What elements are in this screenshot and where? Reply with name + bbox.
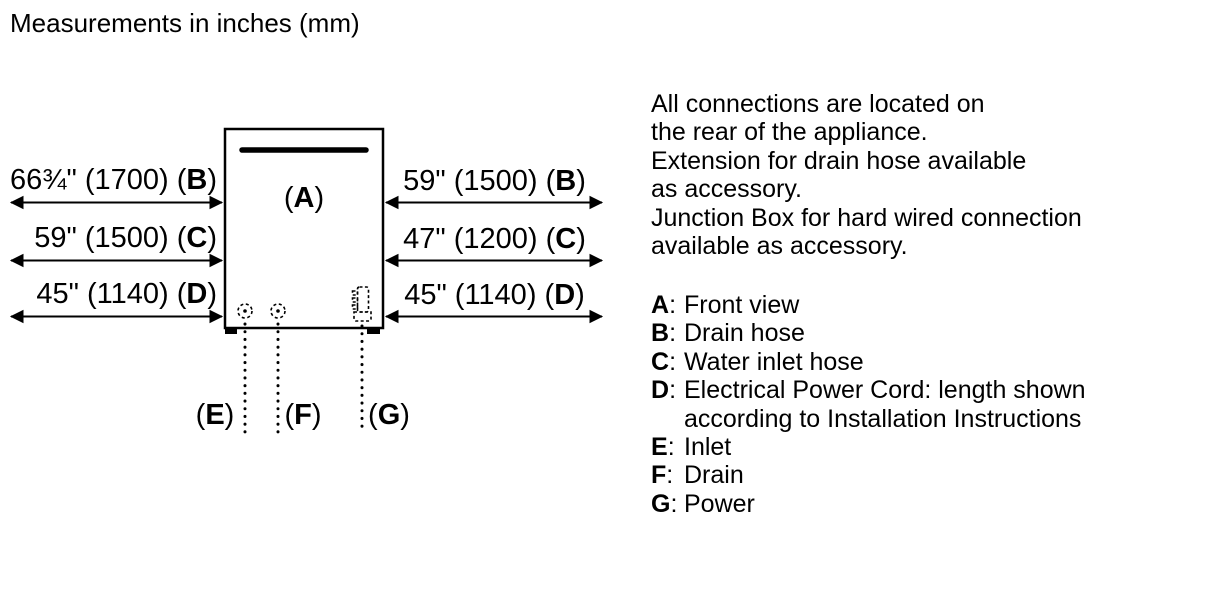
inlet-connection-center-dot xyxy=(243,309,247,313)
note-line: the rear of the appliance. xyxy=(651,118,928,147)
note-line: All connections are located on xyxy=(651,90,985,118)
dimension-suffix: ) xyxy=(575,279,585,311)
appliance-foot-left xyxy=(225,329,237,334)
legend-item-f xyxy=(651,461,1196,489)
legend-letter xyxy=(651,376,684,404)
dimension-suffix: ) xyxy=(576,223,586,255)
connection-notes xyxy=(651,90,1191,260)
note-line: Junction Box for hard wired connection xyxy=(651,203,1082,232)
legend-separator: : xyxy=(669,319,677,348)
legend-letter xyxy=(651,348,684,376)
legend-description: Drain xyxy=(684,461,744,490)
drain-callout xyxy=(280,400,326,430)
callout-paren: ( xyxy=(368,399,378,431)
dimension-value: 59" (1500) ( xyxy=(403,165,556,197)
legend-item-g xyxy=(651,490,1196,518)
legend-item-e xyxy=(651,433,1196,461)
callout-letter: G xyxy=(377,399,401,431)
legend-item-a xyxy=(651,291,1196,319)
legend xyxy=(651,291,1196,518)
legend-description: Front view xyxy=(684,291,800,319)
page-title: Measurements in inches (mm) xyxy=(10,8,360,38)
dimension-suffix: ) xyxy=(207,278,217,310)
callout-paren: ) xyxy=(224,399,235,431)
legend-letter-text: G xyxy=(651,489,671,518)
dimension-label-right-c xyxy=(386,224,603,254)
dimension-label-left-c xyxy=(0,223,217,253)
dimension-ref-letter: D xyxy=(186,278,208,310)
legend-description: Drain hose xyxy=(684,319,805,348)
dimension-value: 45" (1140) ( xyxy=(36,278,187,310)
legend-separator: : xyxy=(666,461,674,490)
dimension-suffix: ) xyxy=(207,222,217,254)
legend-letter-text: D xyxy=(651,376,670,405)
dimension-label-left-b xyxy=(0,165,217,195)
legend-separator: : xyxy=(670,489,678,518)
dimension-label-left-d xyxy=(0,279,217,309)
legend-description xyxy=(684,376,1196,433)
legend-description-line: Electrical Power Cord: length shown xyxy=(684,376,1086,405)
dimension-suffix: ) xyxy=(576,165,586,197)
callout-letter: F xyxy=(294,399,312,431)
callout-letter: A xyxy=(293,182,315,214)
legend-letter-text: F xyxy=(651,461,667,490)
inlet-callout xyxy=(192,400,238,430)
legend-item-d xyxy=(651,376,1196,433)
dimension-ref-letter: C xyxy=(186,222,208,254)
note-line: Extension for drain hose available xyxy=(651,146,1027,175)
callout-paren: ( xyxy=(283,182,294,214)
power-connector-icon xyxy=(353,287,372,321)
callout-paren: ) xyxy=(314,182,325,214)
legend-letter xyxy=(651,490,684,518)
appliance-outline xyxy=(225,129,383,328)
dimension-suffix: ) xyxy=(207,164,217,196)
callout-paren: ( xyxy=(195,399,206,431)
legend-description-line: according to Installation Instructions xyxy=(684,404,1082,433)
legend-letter-text: B xyxy=(651,319,670,348)
legend-separator: : xyxy=(669,291,677,319)
callout-letter: E xyxy=(205,399,225,431)
callout-paren: ) xyxy=(311,399,322,431)
legend-item-b xyxy=(651,319,1196,347)
dimension-value: 47" (1200) ( xyxy=(403,223,556,255)
dimension-value: 66¾" (1700) ( xyxy=(10,164,187,196)
legend-letter xyxy=(651,433,684,461)
legend-separator: : xyxy=(667,433,675,462)
dimension-ref-letter: B xyxy=(186,164,208,196)
legend-description: Water inlet hose xyxy=(684,347,864,376)
legend-letter xyxy=(651,319,684,347)
dimension-label-right-d xyxy=(386,280,603,310)
dimension-value: 45" (1140) ( xyxy=(404,279,555,311)
dimension-ref-letter: C xyxy=(555,223,577,255)
note-line: as accessory. xyxy=(651,175,802,204)
power-callout xyxy=(366,400,412,430)
legend-description: Inlet xyxy=(684,433,732,462)
legend-letter-text: A xyxy=(651,291,670,319)
legend-letter xyxy=(651,461,684,489)
callout-paren: ) xyxy=(400,399,410,431)
legend-item-c xyxy=(651,348,1196,376)
drain-connection-center-dot xyxy=(276,309,280,313)
dimension-label-right-b xyxy=(386,166,603,196)
dimension-ref-letter: B xyxy=(555,165,577,197)
legend-letter xyxy=(651,291,684,319)
dimension-value: 59" (1500) ( xyxy=(34,222,187,254)
appliance-foot-right xyxy=(367,329,380,334)
legend-letter-text: C xyxy=(651,347,670,376)
dimension-ref-letter: D xyxy=(554,279,576,311)
legend-separator: : xyxy=(669,376,677,405)
callout-paren: ( xyxy=(284,399,295,431)
legend-letter-text: E xyxy=(651,433,668,462)
legend-description: Power xyxy=(684,489,755,518)
front-view-callout xyxy=(225,183,383,213)
note-line: available as accessory. xyxy=(651,232,908,261)
legend-separator: : xyxy=(669,347,677,376)
